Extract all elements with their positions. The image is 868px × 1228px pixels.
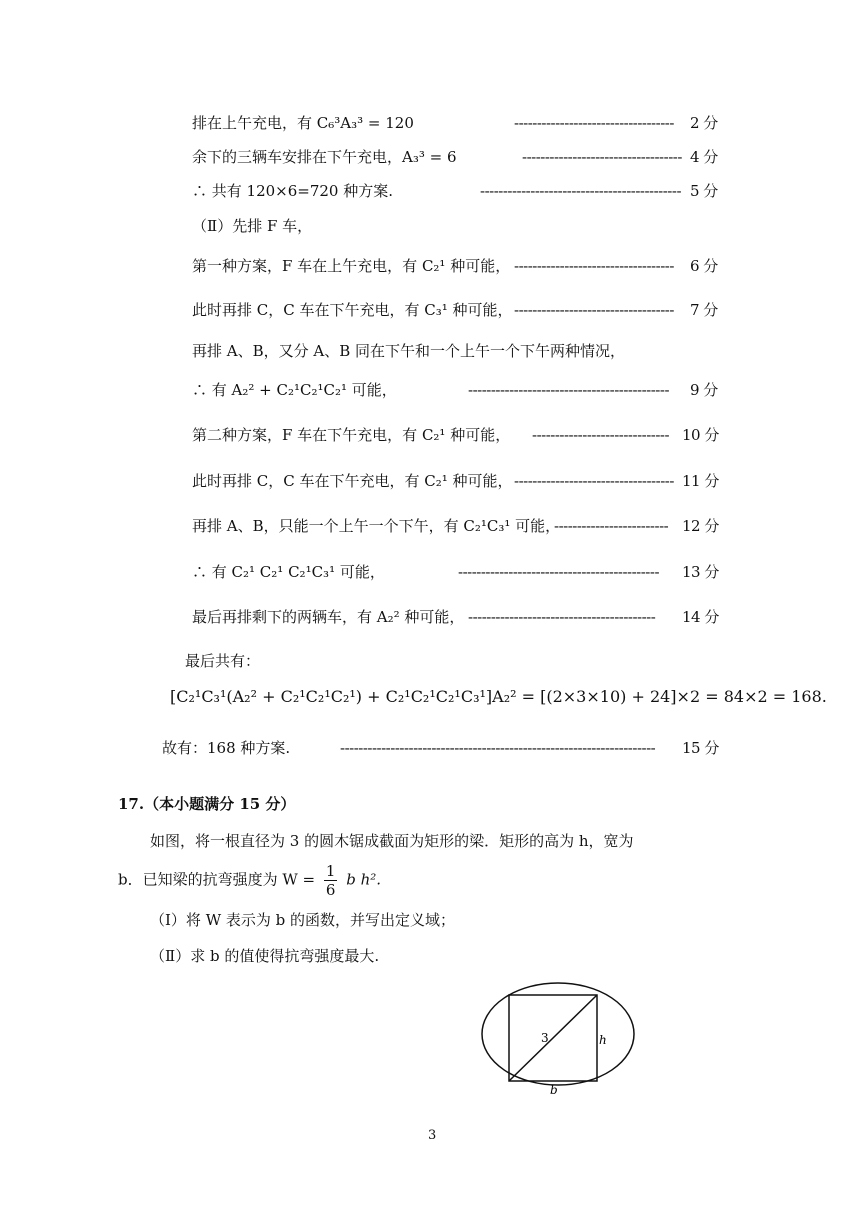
width-label: b [550,1083,558,1097]
total-label: 最后共有： [185,652,261,670]
dash-leader: ----------------------------------- [514,114,674,132]
height-label: h [599,1033,607,1047]
score: 5 分 [690,182,718,200]
score: 13 分 [682,563,719,581]
line-text: （Ⅱ）先排 F 车， [192,217,313,235]
line-text: 第一种方案，F 车在上午充电，有 C₂¹ 种可能， [192,257,511,275]
score: 6 分 [690,257,718,275]
line-text: 第二种方案，F 车在下午充电，有 C₂¹ 种可能， [192,426,511,444]
dash-leader: ----------------------------------- [522,148,682,166]
score: 10 分 [682,426,719,444]
line-text: 排在上午充电，有 C₆³A₃³ = 120 [192,114,414,132]
line-text: 再排 A、B，又分 A、B 同在下午和一个上午一个下午两种情况， [192,342,626,360]
dash-leader: ----------------------------------- [514,257,674,275]
line-text: ∴ 共有 120×6=720 种方案. [192,182,394,200]
total-formula: [C₂¹C₃¹(A₂² + C₂¹C₂¹C₂¹) + C₂¹C₂¹C₂¹C₃¹]A₂² = [(2×3×10) + 24]×2 = 84×2 = 168. [170,687,827,706]
dash-leader: -------------------------------------------- [468,381,670,399]
score: 2 分 [690,114,718,132]
fraction-denominator: 6 [325,881,336,899]
dash-leader: ----------------------------------------- [468,608,656,626]
diagonal-label: 3 [541,1031,549,1045]
question-intro-line2 [118,862,381,899]
line-text: 再排 A、B，只能一个上午一个下午，有 C₂¹C₃¹ 可能， [192,517,561,535]
question-part-1: （Ⅰ）将 W 表示为 b 的函数，并写出定义域； [150,911,456,929]
score: 11 分 [682,472,719,490]
dash-leader: --------------------------------------------------------------------- [340,739,656,757]
score: 15 分 [682,739,719,757]
score: 4 分 [690,148,718,166]
fraction [324,862,338,899]
dash-leader: ------------------------------ [532,426,670,444]
line-text: 最后再排剩下的两辆车，有 A₂² 种可能， [192,608,465,626]
question-intro-line1: 如图，将一根直径为 3 的圆木锯成截面为矩形的梁．矩形的高为 h，宽为 [150,832,634,850]
dash-leader: -------------------------------------------- [480,182,682,200]
line-text: 此时再排 C，C 车在下午充电，有 C₃¹ 种可能， [192,301,513,319]
line-text: 余下的三辆车安排在下午充电，A₃³ = 6 [192,148,457,166]
dash-leader: ----------------------------------- [514,472,674,490]
intro-text-b: b h². [346,870,382,889]
diagonal-line [509,995,597,1081]
circle-beam-figure [478,980,638,1100]
page-number: 3 [428,1128,437,1143]
question-title: 17.（本小题满分 15 分） [118,795,296,813]
question-part-2: （Ⅱ）求 b 的值使得抗弯强度最大. [150,947,380,965]
fraction-numerator: 1 [325,862,336,880]
dash-leader: ----------------------------------- [514,301,674,319]
score: 9 分 [690,381,718,399]
line-text: ∴ 有 A₂² + C₂¹C₂¹C₂¹ 可能， [192,381,397,399]
dash-leader: -------------------------------------------- [458,563,660,581]
intro-text-a: b．已知梁的抗弯强度为 W = [118,870,316,889]
dash-leader: ------------------------- [554,517,669,535]
line-text: ∴ 有 C₂¹ C₂¹ C₂¹C₃¹ 可能， [192,563,385,581]
conclusion-text: 故有：168 种方案. [162,739,291,757]
score: 14 分 [682,608,719,626]
score: 12 分 [682,517,719,535]
score: 7 分 [690,301,718,319]
line-text: 此时再排 C，C 车在下午充电，有 C₂¹ 种可能， [192,472,513,490]
